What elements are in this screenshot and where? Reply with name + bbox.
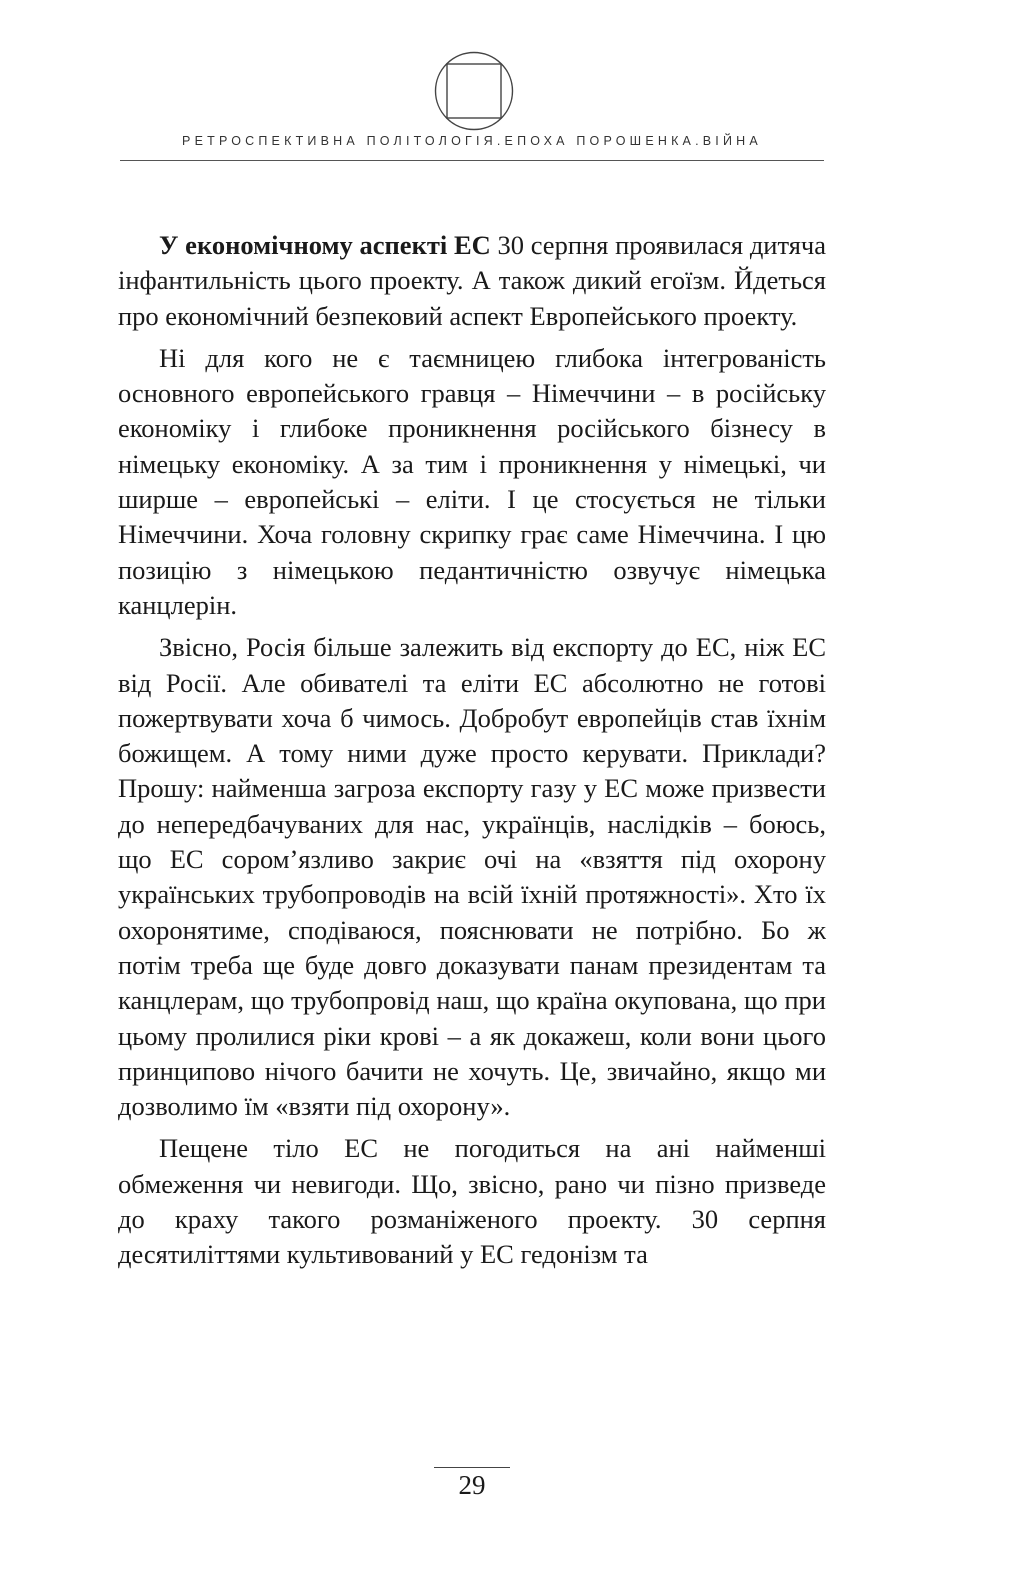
paragraph-1 — [118, 228, 826, 334]
paragraph-4: Пещене тіло ЕС не погодиться на ані найменші обмеження чи невигоди. Що, звісно, рано чи пізно призведе до краху такого розманіженого проекту. 30 серпня десятиліттями культивований у ЕС гедонізм та — [118, 1133, 826, 1270]
paragraph-3: Звісно, Росія більше залежить від експорту до ЕС, ніж ЕС від Росії. Але обивателі та еліти ЕС абсолютно не готові пожертвувати хоча б чимось. Добробут европейців став їхнім божищем. А тому ними дуже просто керувати. Приклади? Прошу: найменша загроза експорту газу у ЕС може призвести до непередбачуваних для нас, українців, наслідків – боюсь, що ЕС сором’язливо закриє очі на «взяття під охорону українських трубопроводів на всій їхній протяжності». Хто їх охоронятиме, сподіваюся, пояснювати не потрібно. Бо ж потім треба ще буде довго доказувати панам президентам та канцлерам, що трубопровід наш, що країна окупована, що при цьому пролилися ріки крові – а як докажеш, коли вони цього принципово нічого бачити не хочуть. Це, звичайно, якщо ми дозволимо їм «взяти під охорону». — [118, 632, 826, 1122]
page-body — [118, 228, 826, 1273]
paragraph-2: Ні для кого не є таємницею глибока інтегрованість основного европейського гравця – Німеччини – в російську економіку і глибоке проникнення російського бізнесу в німецьку економіку. А за тим і проникнення у німецькі, чи ширше – европейські – еліти. І це стосується не тільки Німеччини. Хоча головну скрипку грає саме Німеччина. І цю позицію з німецькою педантичністю озвучує німецька канцлерін. — [118, 342, 826, 620]
page-number: 29 — [434, 1467, 510, 1500]
running-header-title: РЕТРОСПЕКТИВНА ПОЛІТОЛОГІЯ.ЕПОХА ПОРОШЕНКА.ВІЙНА — [182, 134, 762, 148]
paragraph-1-text: 30 серпня проявилася дитяча інфантильність цього проекту. А також дикий егоїзм. Йдеться про економічний безпековий аспект Европейського проекту. — [118, 230, 826, 331]
paragraph-1-lead: У економічному аспекті ЕС — [159, 230, 491, 260]
circle-square-emblem-icon — [433, 50, 515, 132]
header-divider — [120, 160, 824, 161]
